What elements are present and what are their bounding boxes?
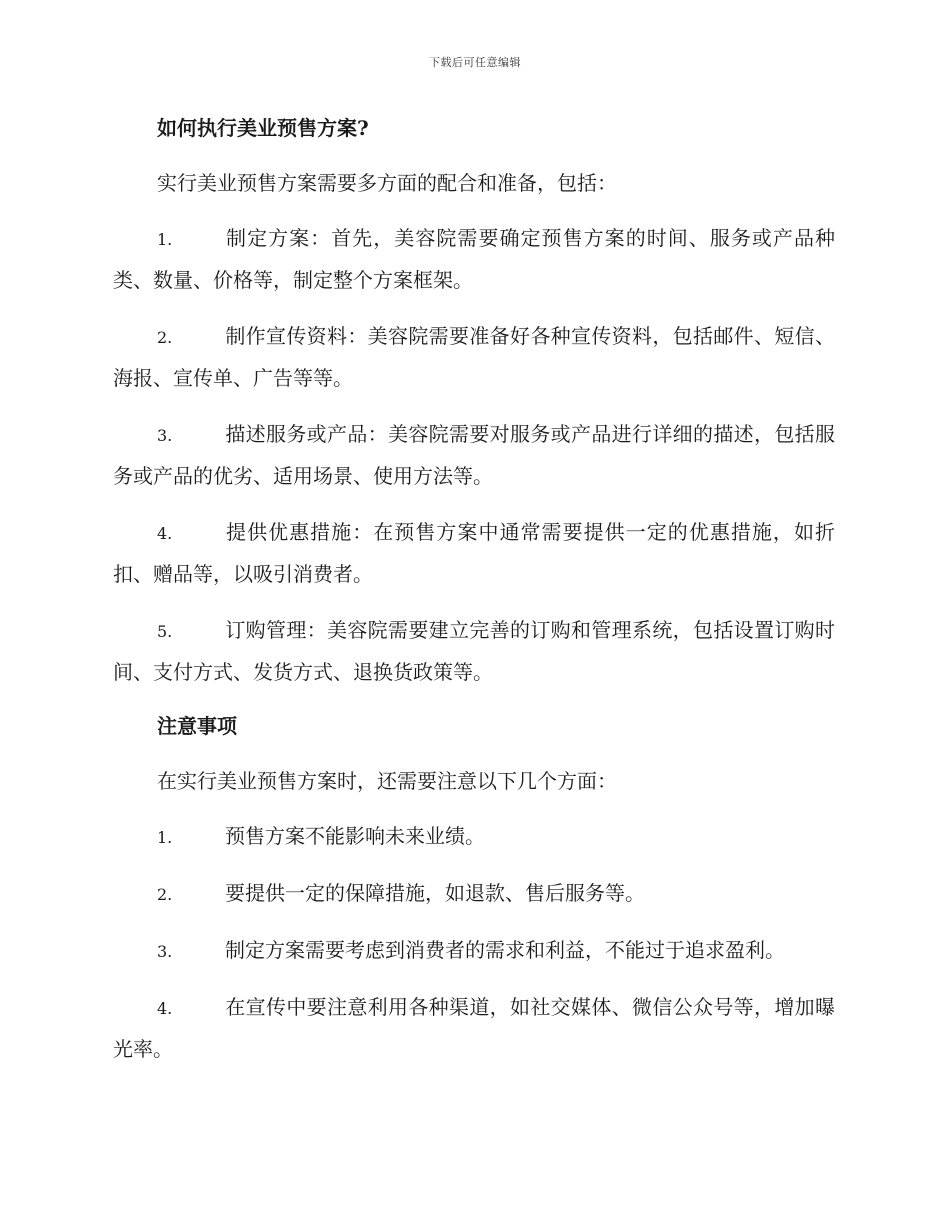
list-item-text: 预售方案不能影响未来业绩。	[225, 824, 485, 848]
list-item-number: 3.	[157, 942, 173, 961]
section-title-notes: 注意事项	[157, 714, 237, 738]
list-item-number: 4.	[157, 999, 173, 1018]
list-item-number: 2.	[157, 328, 173, 347]
list-item-text: 在宣传中要注意利用各种渠道，如社交媒体、微信公众号等，增加曝光率。	[113, 995, 835, 1061]
list-item	[113, 414, 835, 496]
list-item-number: 1.	[157, 828, 173, 847]
list-item	[113, 316, 835, 398]
list-item	[113, 218, 835, 300]
list-item-text: 制定方案：首先，美容院需要确定预售方案的时间、服务或产品种类、数量、价格等，制定整个方案框架。	[113, 226, 835, 292]
list-item-text: 要提供一定的保障措施，如退款、售后服务等。	[225, 881, 645, 905]
list-item	[113, 610, 835, 692]
list-item-text: 订购管理：美容院需要建立完善的订购和管理系统，包括设置订购时间、支付方式、发货方式、退换货政策等。	[113, 618, 835, 684]
section-title-execution: 如何执行美业预售方案?	[157, 116, 369, 140]
list-item-number: 2.	[157, 885, 173, 904]
section-intro-execution: 实行美业预售方案需要多方面的配合和准备，包括：	[157, 171, 617, 195]
list-item-text: 制作宣传资料：美容院需要准备好各种宣传资料，包括邮件、短信、海报、宣传单、广告等等。	[113, 324, 835, 390]
list-item	[113, 930, 835, 972]
header-note: 下载后可任意编辑	[429, 56, 521, 69]
list-item-text: 提供优惠措施：在预售方案中通常需要提供一定的优惠措施，如折扣、赠品等，以吸引消费者。	[113, 520, 835, 586]
list-item-number: 5.	[157, 622, 173, 641]
list-item	[113, 987, 835, 1069]
document-body	[113, 108, 835, 1069]
list-item	[113, 512, 835, 594]
list-item-number: 3.	[157, 426, 173, 445]
list-item	[113, 816, 835, 858]
list-item	[113, 873, 835, 915]
section-intro-notes: 在实行美业预售方案时，还需要注意以下几个方面：	[157, 769, 617, 793]
list-item-text: 制定方案需要考虑到消费者的需求和利益，不能过于追求盈利。	[225, 938, 785, 962]
list-item-text: 描述服务或产品：美容院需要对服务或产品进行详细的描述，包括服务或产品的优劣、适用场景、使用方法等。	[113, 422, 835, 488]
list-item-number: 4.	[157, 524, 173, 543]
list-item-number: 1.	[157, 230, 173, 249]
